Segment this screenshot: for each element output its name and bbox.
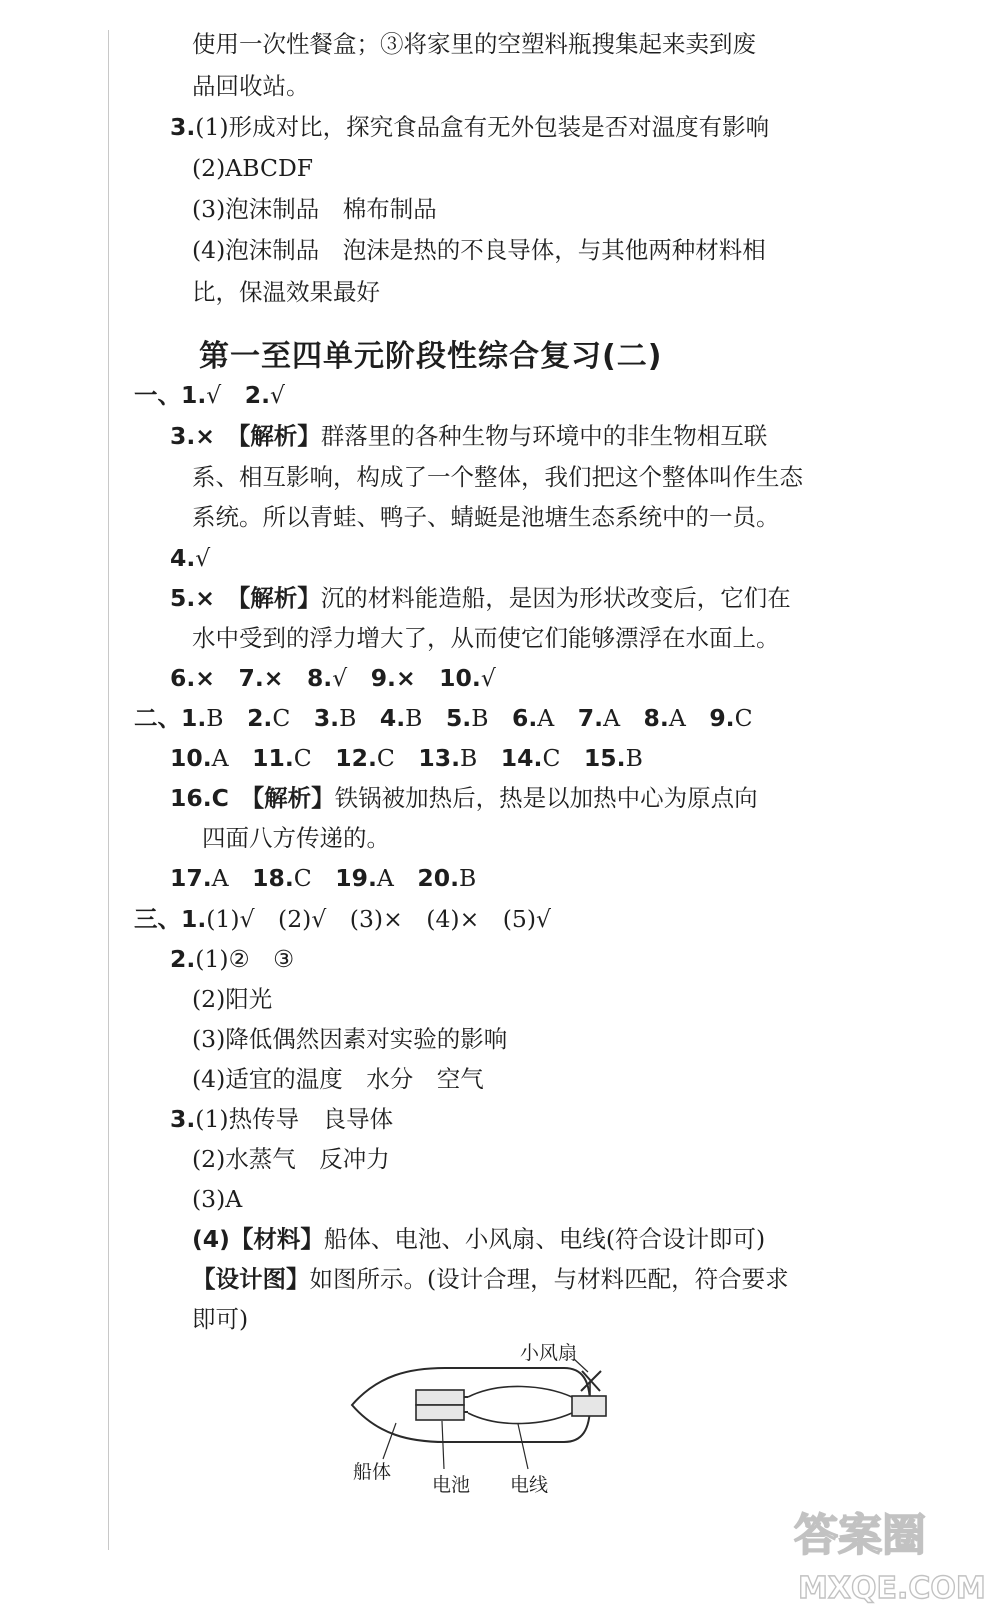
wire-label: 电线 — [510, 1474, 549, 1496]
answer-line: 5.× 【解析】沉的材料能造船，是因为形状改变后，它们在 — [170, 584, 791, 612]
answer-line: 三、1.(1)√ (2)√ (3)× (4)× (5)√ — [134, 905, 552, 933]
battery-top — [416, 1390, 464, 1405]
text-line: (4)适宜的温度 水分 空气 — [192, 1065, 484, 1093]
watermark-logo — [790, 1500, 990, 1615]
battery-bottom — [416, 1405, 464, 1420]
text-line: 系、相互影响，构成了一个整体，我们把这个整体叫作生态 — [192, 463, 803, 491]
answer-line: 【设计图】如图所示。(设计合理，与材料匹配，符合要求 — [192, 1265, 789, 1293]
fan-label: 小风扇 — [520, 1342, 578, 1364]
watermark-url: MXQE.COM — [798, 1571, 986, 1606]
battery-label: 电池 — [432, 1474, 471, 1496]
answer-line: (4)【材料】船体、电池、小风扇、电线(符合设计即可) — [192, 1225, 766, 1253]
answer-line: 17.A 18.C 19.A 20.B — [170, 864, 477, 892]
text-line: 水中受到的浮力增大了，从而使它们能够漂浮在水面上。 — [192, 624, 780, 652]
answer-line: 3.× 【解析】群落里的各种生物与环境中的非生物相互联 — [170, 422, 768, 450]
text-line: (2)ABCDF — [192, 154, 314, 182]
text-line: 使用一次性餐盒；③将家里的空塑料瓶搜集起来卖到废 — [192, 30, 756, 58]
answer-line: 16.C 【解析】铁锅被加热后，热是以加热中心为原点向 — [170, 784, 758, 812]
wire-upper — [468, 1386, 572, 1397]
answer-line: 10.A 11.C 12.C 13.B 14.C 15.B — [170, 744, 643, 772]
answer-line: 一、1.√ 2.√ — [134, 381, 286, 409]
text-line: (3)泡沫制品 棉布制品 — [192, 195, 437, 223]
text-line: (2)阳光 — [192, 985, 273, 1013]
answer-line: 6.× 7.× 8.√ 9.× 10.√ — [170, 664, 496, 692]
text-line: (2)水蒸气 反冲力 — [192, 1145, 390, 1173]
fan-motor — [572, 1396, 606, 1416]
wire-lower — [468, 1413, 572, 1424]
boat-hull — [352, 1368, 590, 1442]
margin-rule — [108, 30, 109, 1550]
answer-line: 2.(1)② ③ — [170, 945, 295, 973]
hull-label: 船体 — [353, 1461, 392, 1483]
boat-design-diagram — [350, 1335, 650, 1510]
watermark-text: 答案圈 — [794, 1510, 926, 1561]
answer-line: 二、1.B 2.C 3.B 4.B 5.B 6.A 7.A 8.A 9.C — [134, 704, 753, 732]
answer-line: 4.√ — [170, 544, 211, 572]
answer-line: 3.(1)热传导 良导体 — [170, 1105, 394, 1133]
text-line: 系统。所以青蛙、鸭子、蜻蜓是池塘生态系统中的一员。 — [192, 503, 780, 531]
section-title: 第一至四单元阶段性综合复习(二) — [199, 339, 663, 374]
text-line: (3)A — [192, 1185, 243, 1213]
text-line: 四面八方传递的。 — [202, 824, 390, 852]
text-line: (3)降低偶然因素对实验的影响 — [192, 1025, 508, 1053]
text-line: 比，保温效果最好 — [192, 278, 380, 306]
text-line: 即可) — [192, 1305, 249, 1333]
answer-line: 3.(1)形成对比，探究食品盒有无外包装是否对温度有影响 — [170, 113, 770, 141]
text-line: 品回收站。 — [192, 72, 310, 100]
text-line: (4)泡沫制品 泡沫是热的不良导体，与其他两种材料相 — [192, 236, 766, 264]
